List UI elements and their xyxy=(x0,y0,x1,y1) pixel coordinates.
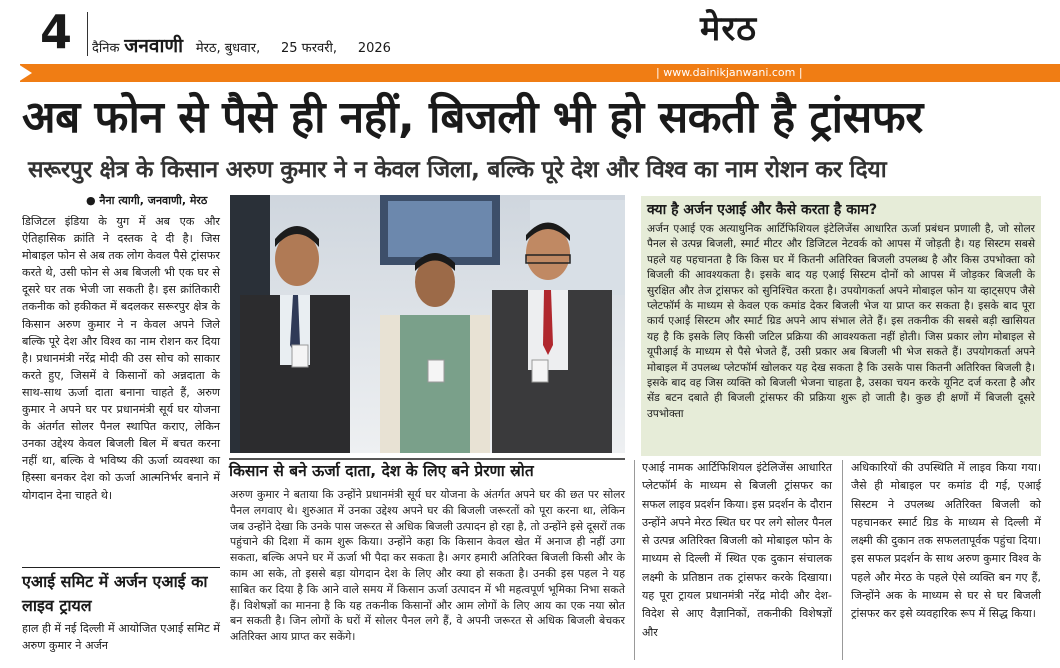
edition-date: 25 फरवरी, xyxy=(281,41,338,56)
caption-heading: किसान से बने ऊर्जा दाता, देश के लिए बने प्रेरणा स्रोत xyxy=(229,462,534,480)
edition-city: मेरठ xyxy=(700,9,757,49)
header-divider xyxy=(87,12,88,56)
byline: ● नैना त्यागी, जनवाणी, मेरठ xyxy=(86,194,208,207)
daily-label: दैनिक xyxy=(92,41,120,56)
column-1-text-continued: हाल ही में नई दिल्ली में आयोजित एआई समिट में अरुण कुमार ने अर्जन xyxy=(22,622,220,653)
masthead xyxy=(92,32,407,58)
article-photo xyxy=(230,195,625,453)
newspaper-name: जनवाणी xyxy=(124,35,184,57)
info-box-title: क्या है अर्जन एआई और कैसे करता है काम? xyxy=(647,202,878,218)
website-url[interactable]: | www.dainikjanwani.com | xyxy=(652,66,807,79)
edition-year: 2026 xyxy=(357,41,391,56)
headline: अब फोन से पैसे ही नहीं, बिजली भी हो सकती है ट्रांसफर xyxy=(22,92,923,143)
photo-three-men-icon xyxy=(230,195,625,453)
subheadline: सरूरपुर क्षेत्र के किसान अरुण कुमार ने न केवल जिला, बल्कि पूरे देश और विश्व का नाम रोशन कर दिया xyxy=(28,157,887,183)
info-box xyxy=(641,196,1041,456)
subheading-rule xyxy=(22,567,220,568)
column-divider xyxy=(842,460,843,660)
column-1-subheading: एआई समिट में अर्जन एआई का लाइव ट्रायल xyxy=(22,572,208,615)
page-number: 4 xyxy=(40,5,73,59)
column-divider xyxy=(634,460,635,660)
band-arrow-icon xyxy=(18,64,32,82)
column-3-text: एआई नामक आर्टिफिशियल इंटेलिजेंस आधारित प्लेटफॉर्म के माध्यम से बिजली ट्रांसफर का सफल लाइव प्रदर्शन किया। इस प्रदर्शन के दौरान उन्होंने अपने मेरठ स्थित घर पर लगे सोलर पैनल से उत्पन्न अतिरिक्त बिजली को मोबाइल फोन के माध्यम से दिल्ली में स्थित एक दुकान संचालक लक्ष्मी के प्रतिष्ठान तक ट्रांसफर करके दिखाया। यह पूरा ट्रायल प्रधानमंत्री नरेंद्र मोदी और देश-विदेश से आए वैज्ञानिकों, तकनीकी विशेषज्ञों और xyxy=(642,461,832,639)
info-box-text: अर्जन एआई एक अत्याधुनिक आर्टिफिशियल इंटेलिजेंस आधारित ऊर्जा प्रबंधन प्रणाली है, जो सोलर पैनल से उत्पन्न बिजली, स्मार्ट मीटर और डिजिटल नेटवर्क को आपस में जोड़ती है। यह सिस्टम सबसे पहले यह पहचानता है कि किस घर में कितनी अतिरिक्त बिजली उपलब्ध है और किस उपभोक्ता को बिजली की आवश्यकता है। इसके बाद यह एआई सिस्टम दोनों को आपस में जोड़कर बिजली के सुरक्षित और तेज ट्रांसफर को सुनिश्चित करता है। उपयोगकर्ता अपने मोबाइल फोन या व्हाट्सएप जैसे प्लेटफॉर्म के माध्यम से केवल एक कमांड देकर बिजली भेज या प्राप्त कर सकता है। इसके बाद पूरा कार्य एआई सिस्टम और स्मार्ट ग्रिड अपने आप संभाल लेते हैं। इस तकनीक की सबसे बड़ी खासियत यह है कि इसके लिए किसी जटिल प्रक्रिया की आवश्यकता नहीं होती। जिस प्रकार लोग मोबाइल से यूपीआई के माध्यम से पैसे भेजते हैं, उसी प्रकार अब बिजली भी भेज सकते हैं। उपयोगकर्ता अपने मोबाइल में उपलब्ध प्लेटफॉर्म खोलकर यह देख सकता है कि उसके पास कितनी अतिरिक्त बिजली है। इसके बाद वह जिस व्यक्ति को बिजली भेजना चाहता है, उसका चयन करके यूनिट दर्ज करता है और सेंड बटन दबाते ही बिजली ट्रांसफर की प्रक्रिया शुरू हो जाती है। कुछ ही क्षणों में बिजली दूसरे उपभोक्ता xyxy=(647,223,1035,420)
edition-city-day: मेरठ, बुधवार, xyxy=(195,41,261,56)
column-4-text: अधिकारियों की उपस्थिति में लाइव किया गया। जैसे ही मोबाइल पर कमांड दी गई, एआई सिस्टम ने उपलब्ध अतिरिक्त बिजली को पहचानकर स्मार्ट ग्रिड के माध्यम से दिल्ली में लक्ष्मी की दुकान तक सफलतापूर्वक पहुंचा दिया। इस सफल प्रदर्शन के साथ अरुण कुमार विश्व के पहले और मेरठ के पहले ऐसे व्यक्ति बन गए हैं, जिन्होंने अक के माध्यम से घर से घर बिजली ट्रांसफर कर इसे व्यवहारिक रूप में सिद्ध किया। xyxy=(851,461,1041,621)
orange-band-bar xyxy=(20,64,1060,82)
column-2-text: अरुण कुमार ने बताया कि उन्होंने प्रधानमंत्री सूर्य घर योजना के अंतर्गत अपने घर की छत पर सोलर पैनल लगवाए थे। शुरुआत में उनका उद्देश्य अपने घर की बिजली जरूरतों को पूरा करना था, लेकिन जब उन्होंने देखा कि उनके पास जरूरत से अधिक बिजली उत्पादन हो रहा है, तो उन्होंने इसे दूसरों तक पहुंचाने की दिशा में काम शुरू किया। उन्होंने कहा कि किसान केवल खेत में अनाज ही नहीं उगा सकता, बल्कि अपने घर में ऊर्जा भी पैदा कर सकता है। अगर हमारी अतिरिक्त बिजली किसी और के काम आ सके, तो इससे बड़ा योगदान देश के लिए और क्या हो सकता है। उनकी इस पहल ने यह साबित कर दिया है कि आने वाले समय में किसान ऊर्जा उत्पादन में भी महत्वपूर्ण भूमिका निभा सकते हैं। विशेषज्ञों का मानना है कि यह तकनीक किसानों और आम लोगों के लिए आय का एक नया स्रोत बन सकती है। जिन लोगों के घरों में सोलर पैनल लगे हैं, वे अपनी जरूरत से अधिक बिजली बेचकर अतिरिक्त आय प्राप्त कर सकेंगे। xyxy=(230,488,625,644)
page-header xyxy=(0,0,1060,64)
column-1-text: डिजिटल इंडिया के युग में अब एक और ऐतिहासिक क्रांति ने दस्तक दे दी है। जिस मोबाइल फोन से अब तक लोग केवल पैसे ट्रांसफर करते थे, उसी फोन से अब बिजली भी एक घर से दूसरे घर तक भेजी जा सकती है। इस क्रांतिकारी तकनीक को हकीकत में बदलकर सरूरपुर क्षेत्र के किसान अरुण कुमार ने न केवल अपने जिले बल्कि पूरे देश और विश्व का नाम रोशन कर दिया है। प्रधानमंत्री नरेंद्र मोदी की उस सोच को साकार करते हुए, जिसमें वे किसानों को अन्नदाता के साथ-साथ ऊर्जा दाता बनाना चाहते हैं, अरुण कुमार ने अपने घर पर प्रधानमंत्री सूर्य घर योजना के अंतर्गत सोलर पैनल स्थापित कराए, लेकिन उनका उद्देश्य केवल बिजली बिल में बचत करना नहीं था, बल्कि वे भविष्य की ऊर्जा व्यवस्था का हिस्सा बनकर देश को ऊर्जा आत्मनिर्भर बनाने में योगदान देना चाहते थे। xyxy=(22,215,220,502)
orange-band xyxy=(0,64,1060,82)
